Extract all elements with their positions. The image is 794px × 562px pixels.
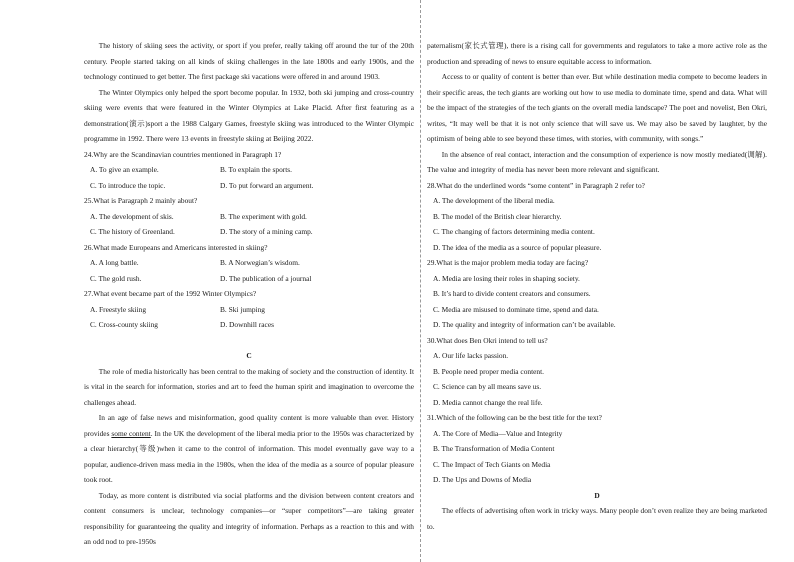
- option-d: D. The idea of the media as a source of popular pleasure.: [433, 242, 602, 252]
- question-26: [84, 240, 414, 287]
- option-b: B. A Norwegian’s wisdom.: [220, 258, 300, 267]
- option-b: B. The experiment with gold.: [220, 211, 307, 221]
- question-options: [427, 193, 767, 255]
- media-paragraph-2: [84, 410, 414, 488]
- media-paragraph-5: In the absence of real contact, interaction and the consumption of experience is now mostly mediated(调解). The value and integrity of media has never been more relevant and significant.: [427, 149, 767, 174]
- skiing-paragraph-2: The Winter Olympics only helped the sport become popular. In 1932, both ski jumping and cross-country skiing were events that were featured in the Winter Olympics at Lake Placid. After first featuring as a demonstration(演示)sport a the 1988 Calgary Games, freestyle skiing was introduced to the Winter Olympic programme in 1992. There were 13 events in freestyle skiing at Beijing 2022.: [84, 87, 414, 143]
- option-c: C. The history of Greenland.: [90, 227, 175, 236]
- media-paragraph-1: The role of media historically has been central to the making of society and the construction of identity. It is vital in the search for information, stories and art to feed the human spirit and imagination to overcome the challenges ahead.: [84, 366, 414, 407]
- option-d: D. Media cannot change the real life.: [433, 397, 543, 407]
- option-c: C. The Impact of Tech Giants on Media: [433, 459, 551, 469]
- question-options: [84, 209, 414, 240]
- option-c: C. The gold rush.: [90, 273, 142, 283]
- advertising-paragraph-1: The effects of advertising often work in tricky ways. Many people don’t even realize they are being marketed to.: [427, 506, 767, 531]
- option-a: A. Media are losing their roles in shaping society.: [433, 273, 580, 283]
- question-stem: 29.What is the major problem media today are facing?: [427, 258, 589, 267]
- option-b: B. To explain the sports.: [220, 165, 293, 174]
- option-b: B. Ski jumping: [220, 304, 265, 314]
- question-28: [427, 178, 767, 256]
- column-divider: [420, 0, 421, 562]
- option-d: D. The quality and integrity of information can’t be available.: [433, 320, 616, 329]
- option-d: D. The Ups and Downs of Media: [433, 475, 532, 484]
- question-options: [427, 348, 767, 410]
- question-options: [427, 426, 767, 488]
- question-stem: 26.What made Europeans and Americans interested in skiing?: [84, 242, 268, 252]
- media-paragraph-3: Today, as more content is distributed via social platforms and the division between content creators and content consumers is unclear, technology companies—or “super competitors”—are taking greater responsibility for guaranteeing the quality and integrity of information. Perhaps as a reaction to this and with an odd nod to pre-1950s: [84, 490, 414, 546]
- option-d: D. The publication of a journal: [220, 273, 312, 283]
- blank-line: [84, 333, 414, 349]
- option-c: C. Science can by all means save us.: [433, 382, 542, 391]
- media-paragraph-continued: paternalism(家长式管理), there is a rising call for governments and regulators to take a more active role as the production and spreading of news to ensure equitable access to information.: [427, 41, 767, 66]
- question-stem: 24.Why are the Scandinavian countries mentioned in Paragraph 1?: [84, 149, 282, 159]
- option-a: A. Our life lacks passion.: [433, 351, 509, 360]
- question-stem: 28.What do the underlined words “some content” in Paragraph 2 refer to?: [427, 180, 645, 190]
- option-a: A. The development of the liberal media.: [433, 196, 555, 205]
- option-c: C. Cross-county skiing: [90, 320, 158, 329]
- option-a: A. A long battle.: [90, 258, 139, 267]
- question-30: [427, 333, 767, 411]
- section-heading-d: D: [594, 490, 600, 500]
- paragraph-text: In an age of false news and misinformation, good quality content is more valuable than ever. History provides: [84, 413, 414, 438]
- skiing-paragraph-1: The history of skiing sees the activity, or sport if you prefer, really taking off around the tur of the 20th century. People started taking on all kinds of skiing challenges in the late 1800s and early 1900s, and the technology continued to get better. The first package ski vacations were offered in and around 1903.: [84, 41, 414, 81]
- option-b: B. The model of the British clear hierarchy.: [433, 211, 562, 221]
- question-27: [84, 286, 414, 333]
- question-stem: 27.What event became part of the 1992 Winter Olympics?: [84, 289, 257, 298]
- option-b: B. The Transformation of Media Content: [433, 444, 555, 453]
- option-c: C. The changing of factors determining media content.: [433, 227, 595, 236]
- option-c: C. Media are misused to dominate time, spend and data.: [433, 304, 599, 314]
- option-c: C. To introduce the topic.: [90, 180, 166, 190]
- question-options: [84, 255, 414, 286]
- option-a: A. Freestyle skiing: [90, 304, 147, 314]
- question-29: [427, 255, 767, 333]
- left-column: [84, 38, 414, 550]
- question-25: [84, 193, 414, 240]
- question-options: [84, 162, 414, 193]
- question-options: [427, 271, 767, 333]
- media-paragraph-4: Access to or quality of content is better than ever. But while destination media compete to become leaders in their specific areas, the tech giants are working out how to use media to dominate time, spend and data. What will be the impact of the strategies of the tech giants on the overall media landscape? The poet and novelist, Ben Okri, writes, “It may well be that it is not only science that will save us. We may also be saved by laughter, by the optimism of being able to see beyond these times, with stories, with community, with songs.”: [427, 72, 767, 143]
- paragraph-text: . In the UK the development of the liberal media prior to the 1950s was characterized by a clear hierarchy(等级)when it came to the control of information. This model eventually gave way to a popular, audience-driven mass media in the 1980s, when the idea of the media as a source of popular pleasure took root.: [84, 428, 414, 484]
- question-stem: 30.What does Ben Okri intend to tell us?: [427, 335, 548, 345]
- question-24: [84, 147, 414, 194]
- option-d: D. To put forward an argument.: [220, 180, 314, 190]
- option-b: B. People need proper media content.: [433, 366, 545, 376]
- question-options: [84, 302, 414, 333]
- option-a: A. The Core of Media—Value and Integrity: [433, 428, 563, 438]
- question-stem: 31.Which of the following can be the best title for the text?: [427, 413, 602, 422]
- option-a: A. To give an example.: [90, 165, 159, 174]
- option-b: B. It’s hard to divide content creators and consumers.: [433, 289, 591, 298]
- question-31: [427, 410, 767, 488]
- option-a: A. The development of skis.: [90, 211, 174, 221]
- right-column: [427, 38, 767, 534]
- question-stem: 25.What is Paragraph 2 mainly about?: [84, 196, 198, 205]
- underlined-phrase: some content: [111, 428, 151, 438]
- option-d: D. The story of a mining camp.: [220, 227, 313, 236]
- section-heading-c: C: [246, 351, 252, 360]
- option-d: D. Downhill races: [220, 320, 274, 329]
